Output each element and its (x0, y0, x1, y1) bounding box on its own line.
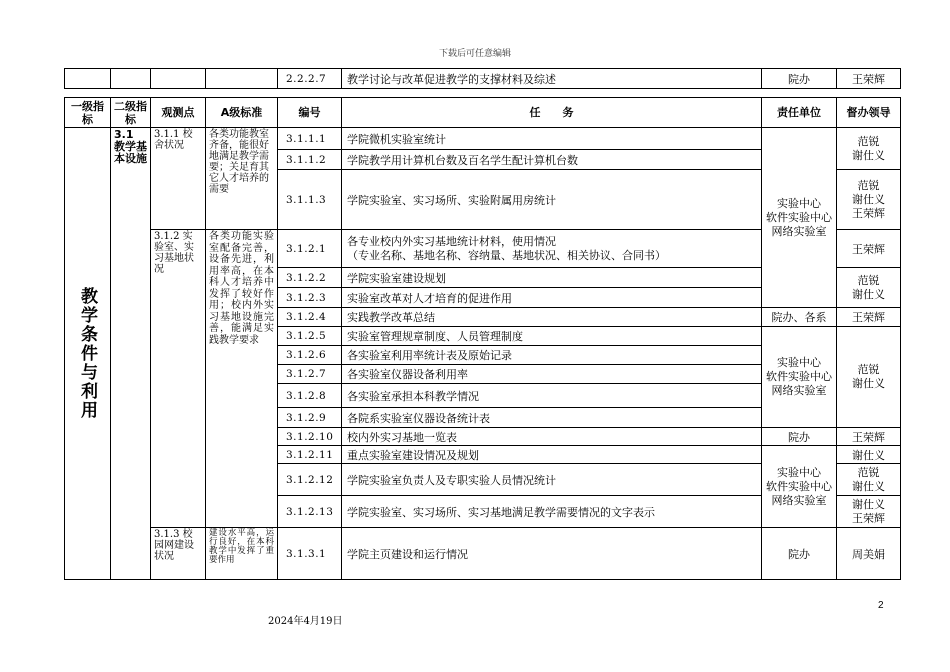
supervising-leader: 王荣辉 (837, 230, 901, 268)
task-code: 3.1.1.2 (278, 150, 342, 170)
supervising-leader: 范锐 谢仕义 (837, 268, 901, 308)
col-header-leader: 督办领导 (837, 98, 901, 128)
task-code: 3.1.2.12 (278, 464, 342, 496)
observation-point: 3.1.2 实验室、实习基地状况 (151, 230, 206, 528)
task-text: 学院主页建设和运行情况 (342, 528, 762, 580)
level1-indicator: 教学条件与利用 (65, 128, 111, 580)
supervising-leader: 范锐 谢仕义 (837, 327, 901, 428)
responsible-unit: 实验中心 软件实验中心 网络实验室 (762, 446, 837, 528)
supervising-leader: 王荣辉 (837, 428, 901, 446)
task-code: 3.1.2.8 (278, 384, 342, 408)
col-header-unit: 责任单位 (762, 98, 837, 128)
task-text: 学院实验室建设规划 (342, 268, 762, 288)
responsible-unit: 院办 (762, 428, 837, 446)
task-text: 实验室管理规章制度、人员管理制度 (342, 327, 762, 346)
col-header-task: 任 务 (342, 98, 762, 128)
task-code: 3.1.3.1 (278, 528, 342, 580)
task-code: 3.1.2.10 (278, 428, 342, 446)
task-code: 2.2.2.7 (278, 69, 342, 89)
supervising-leader: 王荣辉 (837, 69, 901, 89)
task-code: 3.1.2.13 (278, 496, 342, 528)
task-code: 3.1.1.3 (278, 170, 342, 230)
footer-date: 2024年4月19日 (268, 616, 343, 627)
table-header-row (65, 98, 901, 128)
supervising-leader: 周美娟 (837, 528, 901, 580)
task-table (64, 68, 901, 580)
task-text: 学院微机实验室统计 (342, 128, 762, 150)
task-text: 实践教学改革总结 (342, 308, 762, 327)
task-code: 3.1.2.7 (278, 365, 342, 384)
task-code: 3.1.2.3 (278, 288, 342, 308)
level2-indicator: 3.1 教学基本设施 (111, 128, 151, 580)
task-text: 各实验室利用率统计表及原始记录 (342, 346, 762, 365)
responsible-unit: 实验中心 软件实验中心 网络实验室 (762, 128, 837, 308)
page-number: 2 (878, 600, 884, 611)
task-text: 各实验室承担本科教学情况 (342, 384, 762, 408)
responsible-unit: 实验中心 软件实验中心 网络实验室 (762, 327, 837, 428)
responsible-unit: 院办、各系 (762, 308, 837, 327)
supervising-leader: 谢仕义 王荣辉 (837, 496, 901, 528)
task-text: 学院实验室负责人及专职实验人员情况统计 (342, 464, 762, 496)
task-text: 教学讨论与改革促进教学的支撑材料及综述 (342, 69, 762, 89)
task-text: 学院教学用计算机台数及百名学生配计算机台数 (342, 150, 762, 170)
col-header-level1: 一级指标 (65, 98, 111, 128)
a-level-standard: 建设水平高，运行良好，在本科教学中发挥了重要作用 (206, 528, 278, 580)
col-header-observation: 观测点 (151, 98, 206, 128)
task-code: 3.1.2.6 (278, 346, 342, 365)
col-header-level2: 二级指标 (111, 98, 151, 128)
a-level-standard: 各类功能实验室配备完善，设备先进，利用率高，在本科人才培养中发挥了较好作用；校内外实习基地设施完善，能满足实践教学要求 (206, 230, 278, 528)
col-header-standard: A级标准 (206, 98, 278, 128)
responsible-unit: 院办 (762, 528, 837, 580)
task-text: 各实验室仪器设备利用率 (342, 365, 762, 384)
table-row (65, 69, 901, 89)
task-text: 学院实验室、实习场所、实验附属用房统计 (342, 170, 762, 230)
supervising-leader: 范锐 谢仕义 (837, 128, 901, 170)
task-code: 3.1.2.1 (278, 230, 342, 268)
supervising-leader: 王荣辉 (837, 308, 901, 327)
observation-point: 3.1.1 校舍状况 (151, 128, 206, 230)
task-code: 3.1.1.1 (278, 128, 342, 150)
task-text: 学院实验室、实习场所、实习基地满足教学需要情况的文字表示 (342, 496, 762, 528)
task-code: 3.1.2.9 (278, 408, 342, 428)
supervising-leader: 范锐 谢仕义 (837, 464, 901, 496)
table-row (65, 128, 901, 150)
header-note: 下载后可任意编辑 (438, 49, 511, 59)
task-code: 3.1.2.11 (278, 446, 342, 464)
task-text: 各专业校内外实习基地统计材料，使用情况 （专业名称、基地名称、容纳量、基地状况、相关协议、合同书） (342, 230, 762, 268)
responsible-unit: 院办 (762, 69, 837, 89)
supervising-leader: 谢仕义 (837, 446, 901, 464)
table-row (65, 528, 901, 580)
task-text: 校内外实习基地一览表 (342, 428, 762, 446)
task-text: 实验室改革对人才培育的促进作用 (342, 288, 762, 308)
a-level-standard: 各类功能教室齐备，能很好地满足教学需要；关足育其它人才培养的需要 (206, 128, 278, 230)
observation-point: 3.1.3 校园网建设状况 (151, 528, 206, 580)
task-code: 3.1.2.5 (278, 327, 342, 346)
task-text: 重点实验室建设情况及规划 (342, 446, 762, 464)
supervising-leader: 范锐 谢仕义 王荣辉 (837, 170, 901, 230)
task-code: 3.1.2.4 (278, 308, 342, 327)
task-text: 各院系实验室仪器设备统计表 (342, 408, 762, 428)
col-header-code: 编号 (278, 98, 342, 128)
task-code: 3.1.2.2 (278, 268, 342, 288)
